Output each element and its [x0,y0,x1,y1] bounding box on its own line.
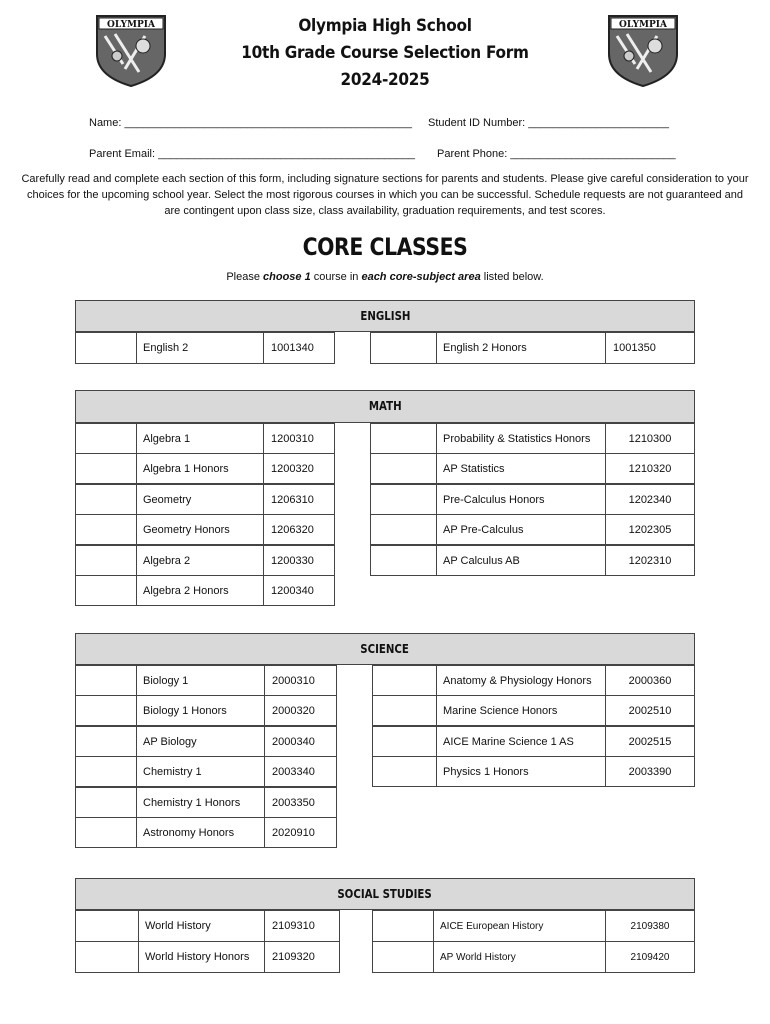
course-name: Algebra 2 Honors [136,575,264,606]
science-left-select-box[interactable] [75,756,137,787]
parent-phone-field[interactable]: Parent Phone: ___________________________ [437,148,676,160]
course-name: AP Pre-Calculus [436,514,606,545]
course-code: 2000320 [264,695,337,726]
course-code: 1202310 [605,545,695,576]
course-name: World History [138,910,265,942]
course-code: 1202305 [605,514,695,545]
social-left-select-box[interactable] [75,910,139,942]
course-code: 1210300 [605,423,695,454]
course-code: 2002510 [605,695,695,726]
science-left-select-box[interactable] [75,695,137,726]
course-name: AP Biology [136,726,265,757]
science-left-select-box[interactable] [75,726,137,757]
school-name: Olympia High School [298,16,472,36]
course-name: AICE European History [433,910,606,942]
course-code: 2003390 [605,756,695,787]
course-name: Marine Science Honors [436,695,606,726]
math-left-select-box[interactable] [75,545,137,576]
course-code: 1206310 [263,484,335,515]
math-left-select-box[interactable] [75,484,137,515]
course-code: 1210320 [605,453,695,484]
course-name: AP Calculus AB [436,545,606,576]
course-code: 1200310 [263,423,335,454]
course-code: 1001340 [263,332,335,364]
core-classes-title: CORE CLASSES [302,233,468,261]
course-name: Geometry Honors [136,514,264,545]
math-right-select-box[interactable] [370,514,437,545]
course-name: English 2 [136,332,264,364]
course-name: AICE Marine Science 1 AS [436,726,606,757]
course-code: 2003350 [264,787,337,818]
math-right-select-box[interactable] [370,453,437,484]
parent-email-field[interactable]: Parent Email: __________________________________________ [89,148,416,160]
instructions-paragraph: Carefully read and complete each section of this form, including signature sections for parents and students. Please give careful consideration to your choices for the upcoming school year. Select the most rigorous courses in which you can be successful. Schedule requests are not guaranteed and are contingent upon class size, class availability, graduation requirements, and test scores. [21,173,749,217]
math-right-select-box[interactable] [370,423,437,454]
course-code: 1200340 [263,575,335,606]
course-code: 2109420 [605,941,695,973]
social-section-heading [75,878,695,910]
math-right-select-box[interactable] [370,545,437,576]
course-code: 1206320 [263,514,335,545]
math-left-select-box[interactable] [75,514,137,545]
course-code: 2109310 [264,910,340,942]
section-heading-label: SOCIAL STUDIES [337,887,433,901]
course-code: 1001350 [605,332,695,364]
course-code: 2109380 [605,910,695,942]
science-left-select-box[interactable] [75,665,137,696]
course-name: Astronomy Honors [136,817,265,848]
course-name: AP Statistics [436,453,606,484]
course-name: Algebra 2 [136,545,264,576]
section-heading-label: MATH [368,399,402,413]
english-section-heading [75,300,695,332]
science-right-select-box[interactable] [372,726,437,757]
course-code: 2000310 [264,665,337,696]
logo-text: OLYMPIA [107,20,155,30]
school-year: 2024-2025 [340,70,430,90]
course-name: English 2 Honors [436,332,606,364]
course-code: 1202340 [605,484,695,515]
science-right-select-box[interactable] [372,756,437,787]
course-name: Algebra 1 Honors [136,453,264,484]
course-name: Biology 1 Honors [136,695,265,726]
english-left-select-box[interactable] [75,332,137,364]
science-right-select-box[interactable] [372,665,437,696]
course-name: Geometry [136,484,264,515]
course-name: Anatomy & Physiology Honors [436,665,606,696]
course-code: 2109320 [264,941,340,973]
name-field[interactable]: Name: _______________________________________________ [89,117,412,129]
math-left-select-box[interactable] [75,423,137,454]
science-left-select-box[interactable] [75,787,137,818]
science-left-select-box[interactable] [75,817,137,848]
course-code: 2000360 [605,665,695,696]
course-code: 1200330 [263,545,335,576]
student-id-field[interactable]: Student ID Number: _______________________ [428,117,669,129]
course-code: 1200320 [263,453,335,484]
course-name: Algebra 1 [136,423,264,454]
logo-text: OLYMPIA [619,20,667,30]
course-name: Pre-Calculus Honors [436,484,606,515]
course-name: World History Honors [138,941,265,973]
math-right-select-box[interactable] [370,484,437,515]
section-heading-label: SCIENCE [360,642,410,656]
core-classes-instructions: Please choose 1 course in each core-subject area listed below. [226,271,544,283]
course-code: 2000340 [264,726,337,757]
social-right-select-box[interactable] [372,910,434,942]
course-name: AP World History [433,941,606,973]
science-right-select-box[interactable] [372,695,437,726]
section-heading-label: ENGLISH [359,309,411,323]
math-section-heading [75,390,695,423]
course-name: Chemistry 1 Honors [136,787,265,818]
english-right-select-box[interactable] [370,332,437,364]
science-section-heading [75,633,695,665]
math-left-select-box[interactable] [75,453,137,484]
course-code: 2002515 [605,726,695,757]
form-title: 10th Grade Course Selection Form [241,43,529,63]
social-right-select-box[interactable] [372,941,434,973]
course-name: Probability & Statistics Honors [436,423,606,454]
course-name: Chemistry 1 [136,756,265,787]
course-name: Physics 1 Honors [436,756,606,787]
course-name: Biology 1 [136,665,265,696]
course-code: 2003340 [264,756,337,787]
social-left-select-box[interactable] [75,941,139,973]
course-code: 2020910 [264,817,337,848]
math-left-select-box[interactable] [75,575,137,606]
